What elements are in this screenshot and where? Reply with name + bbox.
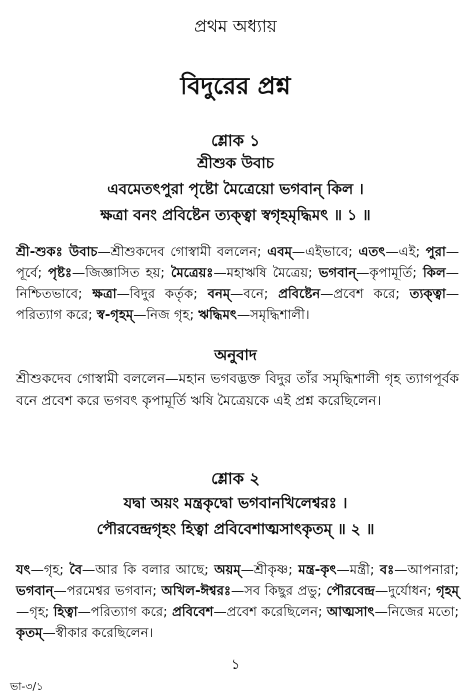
synonym-entry: ভগবান্—কৃপামূর্তি; (318, 266, 417, 281)
translation-1: শ্রীশুকদেব গোস্বামী বললেন—মহান ভগবদ্ভক্ত বিদুর তাঁর সমৃদ্ধিশালী গৃহ ত্যাগপূর্বক বনে প্রবেশ করে ভগবৎ কৃপামূর্তি ঋষি মৈত্রেয়কে এই প্রশ্ন করেছিলেন। (16, 371, 459, 409)
synonym-entry: স্ব-গৃহম্—নিজ গৃহ; (96, 308, 195, 323)
synonym-meaning: বিদুর কর্তৃক; (129, 287, 198, 302)
translation-label: অনুবাদ (214, 346, 257, 364)
footer-code: ভা-৩/১ (10, 680, 44, 693)
synonym-term: মৈত্রেয়ঃ (170, 266, 214, 281)
synonym-term: যৎ (16, 563, 31, 578)
synonym-term: প্রবিষ্টেন (278, 287, 321, 302)
synonym-meaning: এইভাবে; (305, 245, 353, 260)
chapter-heading: প্রথম অধ্যায় (194, 17, 277, 37)
synonym-meaning: পরিত্যাগ করে; (16, 308, 93, 323)
synonym-term: পুরা (425, 245, 446, 260)
page-number: ১ (230, 657, 241, 673)
synonym-entry: অয়ম্—শ্রীকৃষ্ণ; (214, 563, 293, 578)
verse-2-line-2: পৌরবেন্দ্রগৃহং হিত্বা প্রবিবেশাত্মসাৎকৃতম্ ॥ ২ ॥ (96, 520, 375, 538)
synonym-meaning: কৃপামূর্তি; (369, 266, 417, 281)
synonym-meaning: স্বীকার করেছিলেন। (55, 626, 154, 641)
synonym-meaning: জিজ্ঞাসিত হয়; (85, 266, 165, 281)
synonym-entry: এবম্—এইভাবে; (267, 245, 353, 260)
synonym-entry: মৈত্রেয়ঃ—মহাঋষি মৈত্রেয়; (170, 266, 313, 281)
synonym-meaning: শ্রীকৃষ্ণ; (253, 563, 293, 578)
synonym-entry: ঋদ্ধিমৎ—সমৃদ্ধিশালী। (198, 308, 310, 323)
synonym-entry: আত্মসাৎ—নিজের মতো; (326, 605, 459, 620)
synonym-meaning: এই; (398, 245, 421, 260)
synonym-entry: ত্যক্ত্বা—পরিত্যাগ করে; (16, 287, 460, 323)
synonym-entry: শ্রী-শুকঃ উবাচ—শ্রীশুকদেব গোস্বামী বললেন; (16, 245, 262, 260)
synonym-meaning: নিশ্চিতভাবে; (16, 287, 83, 302)
synonym-entry: মন্ত্র-কৃৎ—মন্ত্রী; (298, 563, 375, 578)
synonym-term: এবম্ (267, 245, 292, 260)
synonym-entry: ক্ষত্রা—বিদুর কর্তৃক; (92, 287, 198, 302)
synonym-term: ক্ষত্রা (92, 287, 117, 302)
synonym-meaning: মন্ত্রী; (349, 563, 375, 578)
synonym-term: স্ব-গৃহম্ (96, 308, 134, 323)
synonym-entry: বৈ—আর কি বলার আছে; (69, 563, 209, 578)
synonym-entry: হিত্বা—পরিত্যাগ করে; (53, 605, 168, 620)
verse-1-line-1: শ্রীশুক উবাচ (197, 154, 274, 172)
synonyms-2 (16, 560, 459, 644)
synonym-entry: প্রবিষ্টেন—প্রবেশ করে; (278, 287, 400, 302)
synonym-entry: কিল—নিশ্চিতভাবে; (16, 266, 459, 302)
verse-1-line-3: ক্ষত্রা বনং প্রবিষ্টেন ত্যক্ত্বা স্বগৃহমৃদ্ধিমৎ ॥ ১ ॥ (100, 206, 371, 224)
synonym-meaning: মহাঋষি মৈত্রেয়; (226, 266, 313, 281)
synonym-term: ভগবান্ (16, 584, 54, 599)
synonym-meaning: শ্রীশুকদেব গোস্বামী বললেন; (110, 245, 262, 260)
synonym-meaning: পরমেশ্বর ভগবান; (66, 584, 157, 599)
synonym-entry: বনম্—বনে; (207, 287, 269, 302)
synonym-term: কিল (422, 266, 446, 281)
synonym-term: পৌরবেন্দ্র (326, 584, 375, 599)
synonym-meaning: প্রবেশ করে; (333, 287, 400, 302)
synonym-term: অখিল-ঈশ্বরঃ (161, 584, 231, 599)
synonym-term: হিত্বা (53, 605, 78, 620)
synonym-meaning: সব কিছুর প্রভু; (244, 584, 322, 599)
synonym-entry: গৃহম্—গৃহ; (16, 584, 459, 620)
synonym-entry: পৃষ্টঃ—জিজ্ঞাসিত হয়; (48, 266, 165, 281)
synonym-term: শ্রী-শুকঃ উবাচ (16, 245, 98, 260)
synonym-term: বনম্ (207, 287, 231, 302)
synonym-term: আত্মসাৎ (326, 605, 375, 620)
synonym-term: ঋদ্ধিমৎ (198, 308, 237, 323)
synonym-term: প্রবিবেশ (172, 605, 214, 620)
synonym-entry: এতৎ—এই; (358, 245, 421, 260)
verse-2-line-1: যদ্বা অয়ং মন্ত্রকৃদ্বো ভগবানখিলেশ্বরঃ । (123, 494, 348, 512)
synonym-meaning: নিজ গৃহ; (146, 308, 195, 323)
synonym-term: গৃহম্ (436, 584, 459, 599)
verse-1-line-2: এবমেতৎপুরা পৃষ্টো মৈত্রেয়ো ভগবান্ কিল । (107, 180, 364, 198)
synonym-term: এতৎ (358, 245, 386, 260)
synonym-entry: যৎ—গৃহ; (16, 563, 64, 578)
synonym-term: অয়ম্ (214, 563, 241, 578)
synonyms-1 (16, 242, 459, 326)
synonym-entry: ভগবান্—পরমেশ্বর ভগবান; (16, 584, 157, 599)
verse-2-label: শ্লোক ২ (211, 469, 260, 488)
synonym-entry: বঃ—আপনারা; (379, 563, 460, 578)
verse-1-label: শ্লোক ১ (211, 131, 260, 150)
synonym-entry: কৃতম্—স্বীকার করেছিলেন। (16, 626, 154, 641)
synonym-entry: পুরা—পূর্বে; (16, 245, 459, 281)
synonym-term: বঃ (379, 563, 395, 578)
synonym-meaning: সমৃদ্ধিশালী। (250, 308, 310, 323)
synonym-term: পৃষ্টঃ (48, 266, 73, 281)
synonym-term: ভগবান্ (318, 266, 357, 281)
synonym-term: কৃতম্ (16, 626, 43, 641)
synonym-term: মন্ত্র-কৃৎ (298, 563, 337, 578)
synonym-meaning: পূর্বে; (16, 266, 43, 281)
synonym-meaning: গৃহ; (43, 563, 64, 578)
synonym-meaning: নিজের মতো; (387, 605, 459, 620)
synonym-entry: প্রবিবেশ—প্রবেশ করেছিলেন; (172, 605, 323, 620)
synonym-meaning: আপনারা; (407, 563, 460, 578)
synonym-entry: পৌরবেন্দ্র—দুর্যোধন; (326, 584, 432, 599)
synonym-meaning: গৃহ; (29, 605, 50, 620)
synonym-meaning: দুর্যোধন; (388, 584, 432, 599)
synonym-term: বৈ (69, 563, 83, 578)
synonym-entry: অখিল-ঈশ্বরঃ—সব কিছুর প্রভু; (161, 584, 322, 599)
chapter-title: বিদুরের প্রশ্ন (180, 72, 291, 100)
synonym-meaning: পরিত্যাগ করে; (90, 605, 168, 620)
synonym-term: ত্যক্ত্বা (409, 287, 446, 302)
synonym-meaning: প্রবেশ করেছিলেন; (226, 605, 323, 620)
synonym-meaning: বনে; (243, 287, 269, 302)
synonym-meaning: আর কি বলার আছে; (95, 563, 209, 578)
